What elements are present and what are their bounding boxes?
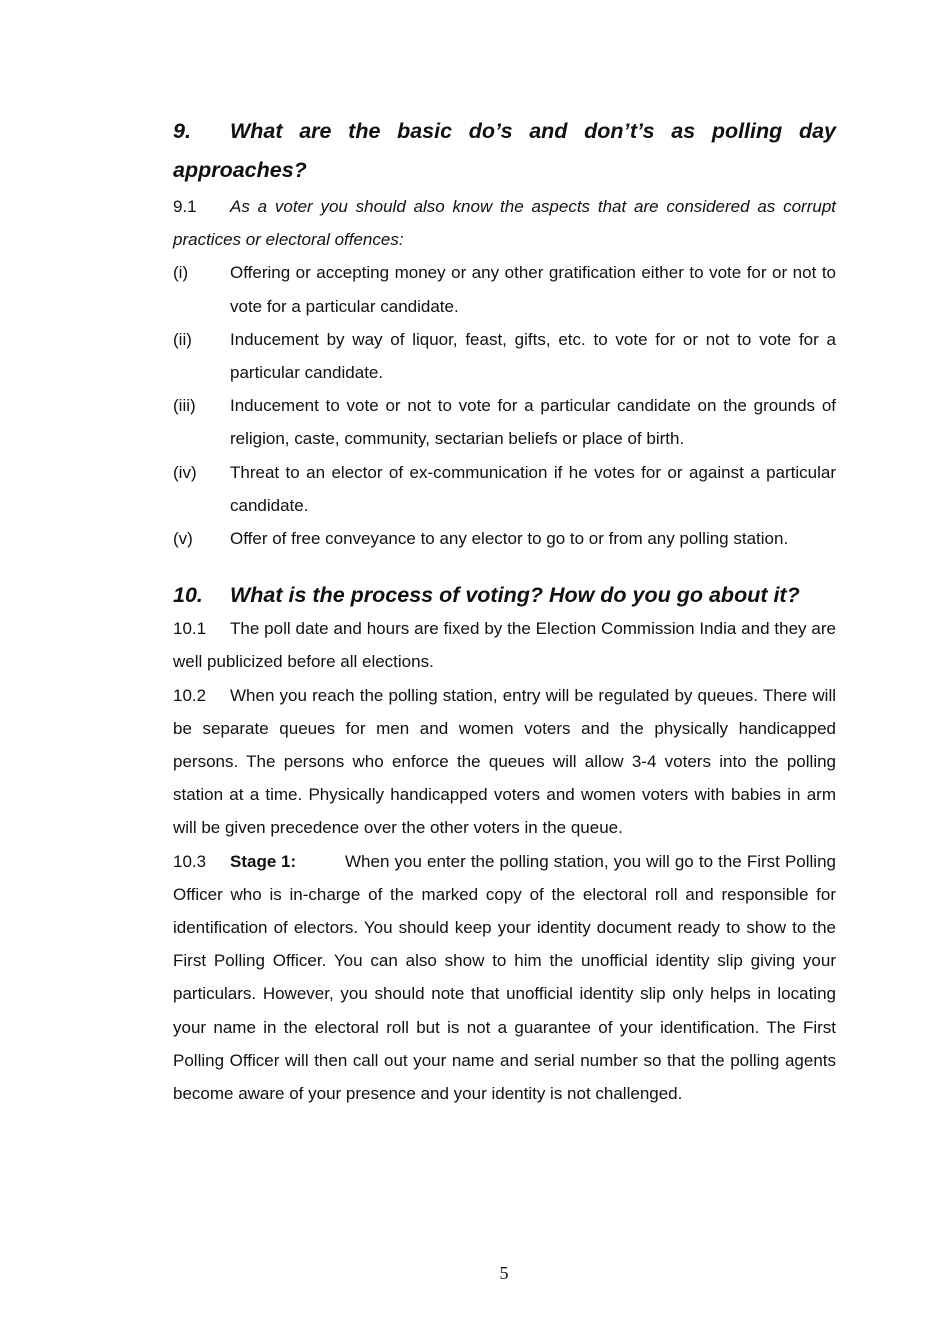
paragraph-10-1 [173,612,836,678]
list-item-text: Inducement by way of liquor, feast, gifts, etc. to vote for or not to vote for a particular candidate. [230,329,836,383]
list-item-label: (ii) [173,329,192,349]
paragraph-10-2-number: 10.2 [173,685,207,705]
list-item-text: Threat to an elector of ex-communication if he votes for or against a particular candidate. [230,462,836,515]
paragraph-10-3-number: 10.3 [173,851,207,871]
list-item [173,323,836,389]
paragraph-9-1 [173,190,836,256]
paragraph-10-1-number: 10.1 [173,619,207,639]
page-number: 5 [499,1263,509,1283]
list-item-label: (iv) [173,462,197,482]
list-item [173,389,836,455]
section-10-number: 10. [173,583,203,608]
section-10-title: What is the process of voting? How do you go about it? [230,583,800,608]
section-9-heading [173,112,836,190]
list-item-label: (v) [173,529,193,549]
list-item-label: (iii) [173,396,196,416]
list-item-label: (i) [173,263,189,283]
paragraph-10-1-text: The poll date and hours are fixed by the Election Commission India and they are well publicized before all elections. [173,619,836,672]
paragraph-9-1-text: As a voter you should also know the aspects that are considered as corrupt practices or electoral offences: [173,197,836,250]
section-9-number: 9. [173,119,191,143]
list-item-text: Offer of free conveyance to any elector to go to or from any polling station. [230,529,789,549]
section-9-title: What are the basic do’s and don’t’s as polling day approaches? [173,119,836,182]
list-item [173,522,836,555]
paragraph-10-3 [173,845,836,1111]
list-item-text: Offering or accepting money or any other gratification either to vote for or not to vote for a particular candidate. [230,263,836,316]
list-item [173,456,836,522]
stage-1-label: Stage 1: [230,851,297,871]
list-item [173,256,836,322]
paragraph-10-3-text: When you enter the polling station, you will go to the First Polling Officer who is in-charge of the marked copy of the electoral roll and responsible for identification of electors. You should keep your identity document ready to show to the First Polling Officer. You can also show to him the unofficial identity slip giving your particulars. However, you should note that unofficial identity slip only helps in locating your name in the electoral roll but is not a guarantee of your identification. The First Polling Officer will then call out your name and serial number so that the polling agents become aware of your presence and your identity is not challenged. [173,851,836,1104]
paragraph-9-1-number: 9.1 [173,197,197,216]
section-10-heading [173,578,836,612]
list-item-text: Inducement to vote or not to vote for a particular candidate on the grounds of religion, caste, community, sectarian beliefs or place of birth. [230,396,836,449]
paragraph-10-2 [173,679,836,845]
paragraph-10-2-text: When you reach the polling station, entry will be regulated by queues. There will be separate queues for men and women voters and the physically handicapped persons. The persons who enforce the queues will allow 3-4 voters into the polling station at a time. Physically handicapped voters and women voters with babies in arm will be given precedence over the other voters in the queue. [173,685,836,838]
document-page [173,112,836,1110]
